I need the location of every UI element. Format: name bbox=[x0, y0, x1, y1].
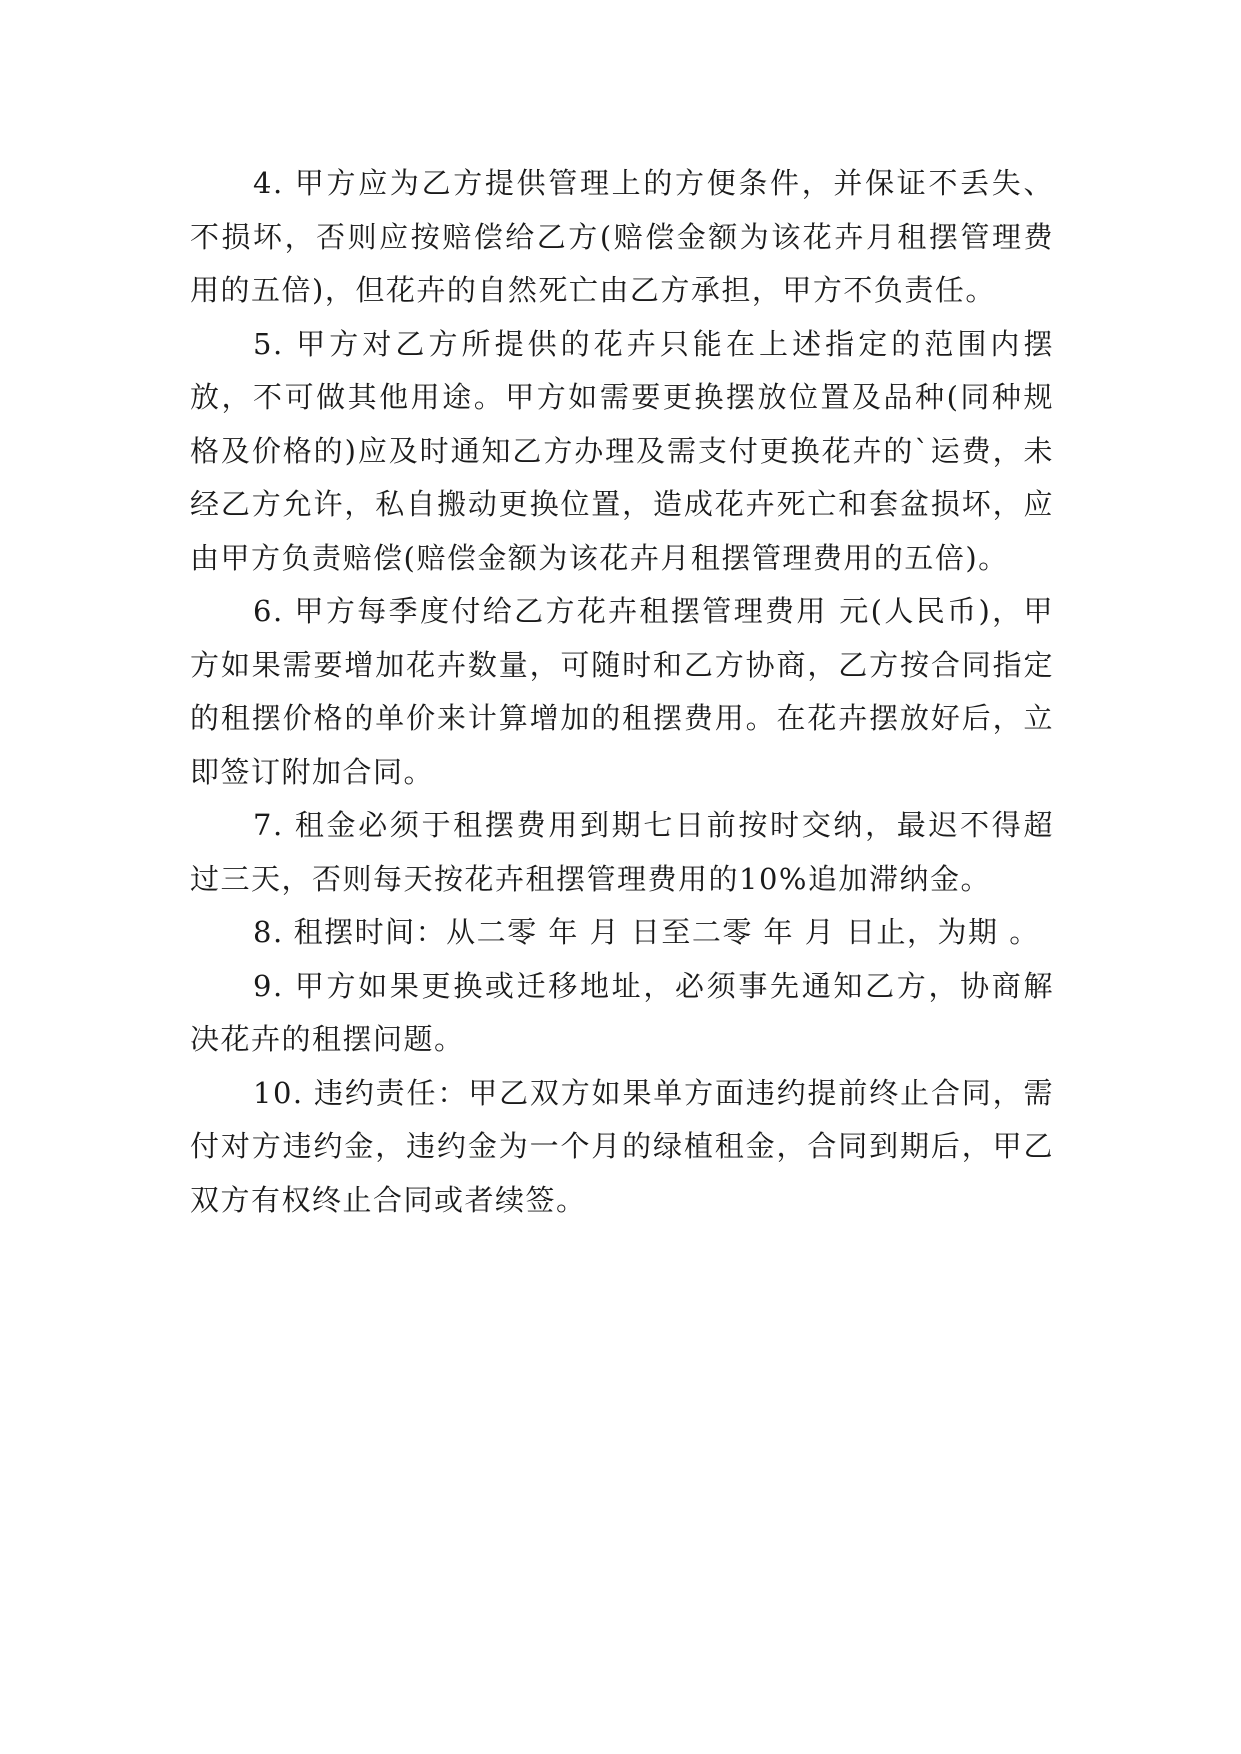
clause-number: 4. bbox=[253, 166, 284, 200]
clause-text: 租摆时间：从二零 年 月 日至二零 年 月 日止，为期 。 bbox=[293, 915, 1040, 949]
clause-text: 甲方如果更换或迁移地址，必须事先通知乙方，协商解决花卉的租摆问题。 bbox=[190, 968, 1054, 1056]
clause-4 bbox=[190, 157, 1054, 318]
clause-number: 9. bbox=[253, 968, 284, 1003]
clause-text: 租金必须于租摆费用到期七日前按时交纳，最迟不得超过三天，否则每天按花卉租摆管理费用的10%追加滞纳金。 bbox=[190, 808, 1054, 896]
clause-7 bbox=[190, 799, 1054, 906]
clause-text: 违约责任：甲乙双方如果单方面违约提前终止合同，需付对方违约金，违约金为一个月的绿植租金，合同到期后，甲乙双方有权终止合同或者续签。 bbox=[190, 1075, 1054, 1217]
clause-number: 5. bbox=[253, 326, 284, 361]
clause-text: 甲方对乙方所提供的花卉只能在上述指定的范围内摆放，不可做其他用途。甲方如需要更换摆放位置及品种(同种规格及价格的)应及时通知乙方办理及需支付更换花卉的`运费，未经乙方允许，私自搬动更换位置，造成花卉死亡和套盆损坏，应由甲方负责赔偿(赔偿金额为该花卉月租摆管理费用的五倍)。 bbox=[190, 326, 1054, 575]
clause-8 bbox=[190, 906, 1054, 960]
clause-number: 7. bbox=[253, 808, 284, 842]
clause-number: 6. bbox=[253, 594, 284, 628]
clause-text: 甲方每季度付给乙方花卉租摆管理费用 元(人民币)，甲方如果需要增加花卉数量，可随时和乙方协商，乙方按合同指定的租摆价格的单价来计算增加的租摆费用。在花卉摆放好后，立即签订附加合同。 bbox=[190, 594, 1054, 789]
clause-text: 甲方应为乙方提供管理上的方便条件，并保证不丢失、不损坏，否则应按赔偿给乙方(赔偿金额为该花卉月租摆管理费用的五倍)，但花卉的自然死亡由乙方承担，甲方不负责任。 bbox=[190, 166, 1054, 307]
clause-number: 8. bbox=[253, 915, 284, 949]
clause-6 bbox=[190, 585, 1054, 799]
clause-9 bbox=[190, 960, 1054, 1067]
clause-number: 10. bbox=[253, 1075, 304, 1110]
document-body bbox=[190, 157, 1054, 1227]
clause-5 bbox=[190, 318, 1054, 586]
clause-10 bbox=[190, 1067, 1054, 1228]
